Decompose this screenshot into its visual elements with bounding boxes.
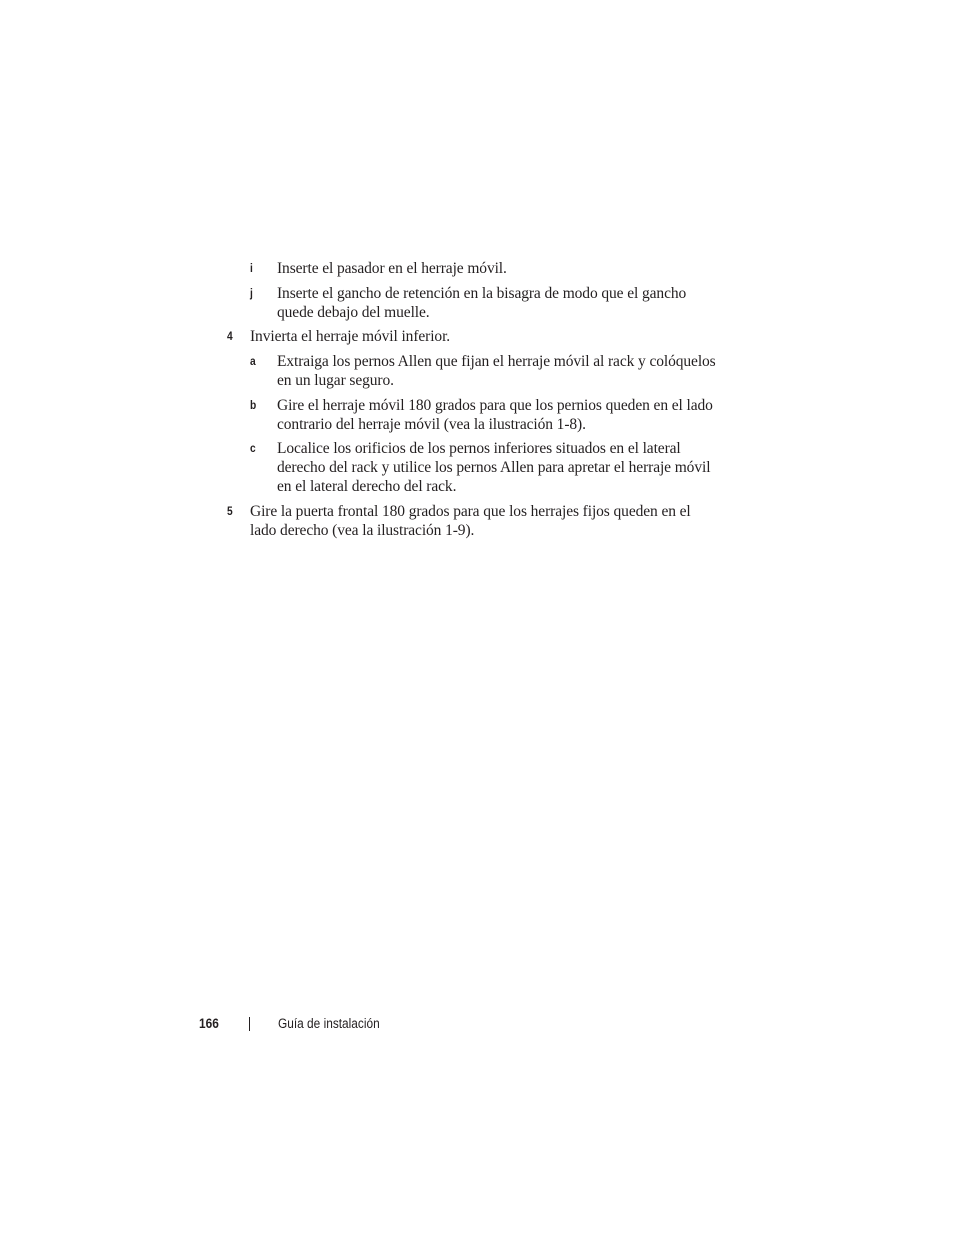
step-marker: b <box>250 398 257 412</box>
page-number: 166 <box>199 1016 219 1031</box>
footer-title: Guía de instalación <box>278 1016 380 1031</box>
step-marker: 4 <box>227 329 233 343</box>
step-marker: i <box>250 261 253 275</box>
step-marker: c <box>250 441 256 455</box>
step-text: Inserte el pasador en el herraje móvil. <box>277 260 507 277</box>
step-marker: 5 <box>227 504 233 518</box>
step-text: Invierta el herraje móvil inferior. <box>250 328 451 345</box>
page-footer <box>0 1015 954 1035</box>
step-marker: j <box>250 286 253 300</box>
step-text: Extraiga los pernos Allen que fijan el herraje móvil al rack y colóquelos en un lugar seguro. <box>277 353 716 389</box>
footer-separator <box>249 1017 250 1031</box>
step-text: Gire el herraje móvil 180 grados para que los pernios queden en el lado contrario del herraje móvil (vea la ilustración 1-8). <box>277 397 713 433</box>
step-marker: a <box>250 354 256 368</box>
step-text: Inserte el gancho de retención en la bisagra de modo que el gancho quede debajo del muelle. <box>277 285 687 321</box>
step-text: Gire la puerta frontal 180 grados para que los herrajes fijos queden en el lado derecho (vea la ilustración 1-9). <box>250 503 691 539</box>
step-text: Localice los orificios de los pernos inferiores situados en el lateral derecho del rack y utilice los pernos Allen para apretar el herraje móvil en el lateral derecho del rack. <box>277 440 711 495</box>
